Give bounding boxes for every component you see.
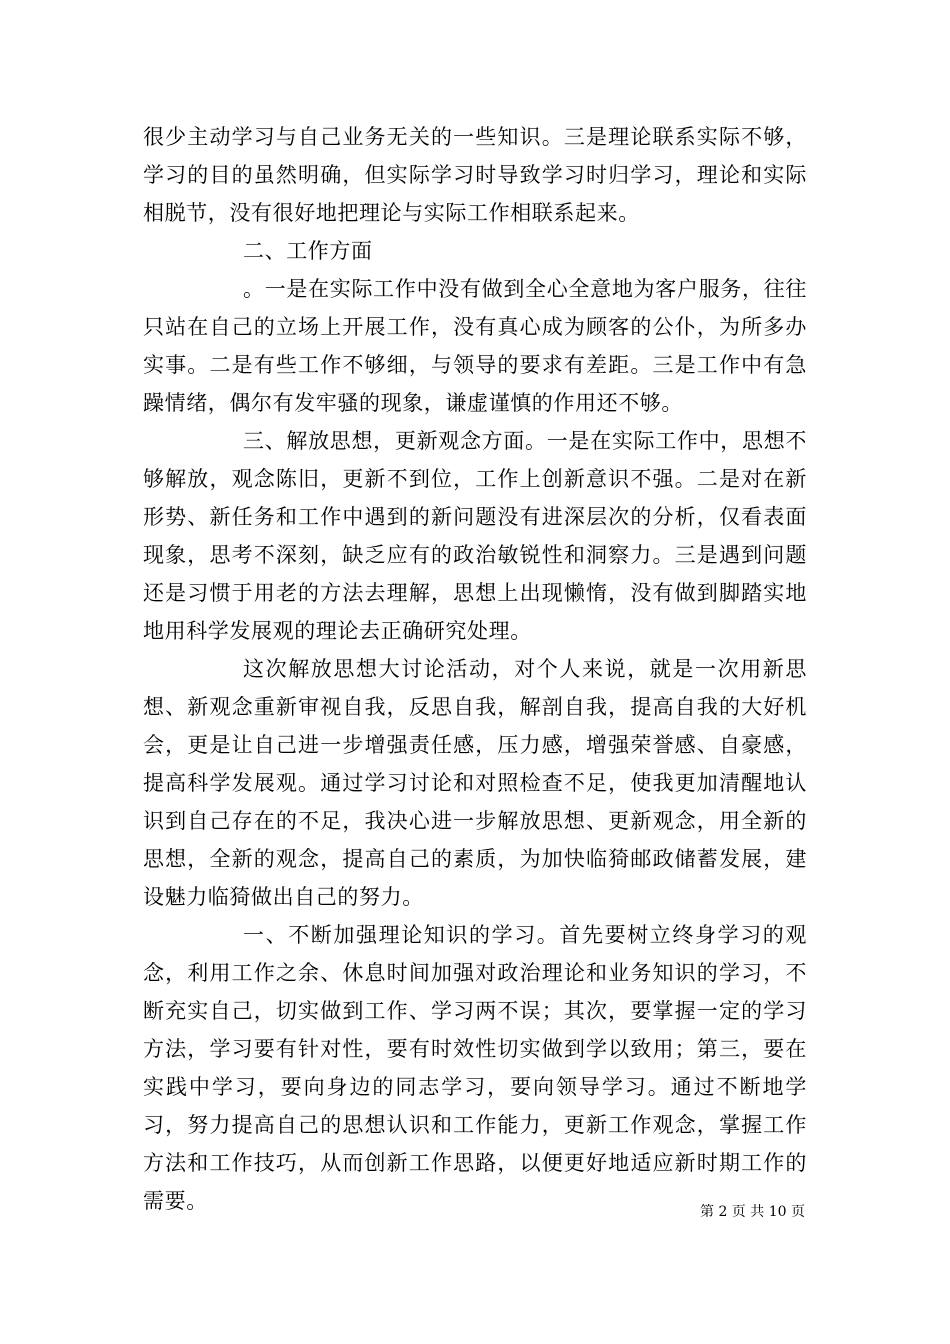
paragraph-emancipation: 三、解放思想，更新观念方面。一是在实际工作中，思想不够解放，观念陈旧，更新不到位，工作上创新意识不强。二是对在新形势、新任务和工作中遇到的新问题没有进深层次的分析，仅看表面现象，思考不深刻，缺乏应有的政治敏锐性和洞察力。三是遇到问题还是习惯于用老的方法去理解，思想上出现懒惰，没有做到脚踏实地地用科学发展观的理论去正确研究处理。 xyxy=(143,429,807,643)
section-heading-work: 二、工作方面 xyxy=(243,239,373,263)
page-number-footer: 第 2 页 共 10 页 xyxy=(700,1204,805,1220)
paragraph-theory-continuation: 很少主动学习与自己业务无关的一些知识。三是理论联系实际不够，学习的目的虽然明确，但实际学习时导致学习时归学习，理论和实际相脱节，没有很好地把理论与实际工作相联系起来。 xyxy=(143,125,807,225)
document-body xyxy=(143,118,807,1220)
paragraph-work: 。一是在实际工作中没有做到全心全意地为客户服务，往往只站在自己的立场上开展工作，没有真心成为顾客的公仆，为所多办实事。二是有些工作不够细，与领导的要求有差距。三是工作中有急躁情绪，偶尔有发牢骚的现象，谦虚谨慎的作用还不够。 xyxy=(143,277,807,415)
paragraph-strengthen-learning: 一、不断加强理论知识的学习。首先要树立终身学习的观念，利用工作之余、休息时间加强对政治理论和业务知识的学习，不断充实自己，切实做到工作、学习两不误；其次，要掌握一定的学习方法，学习要有针对性，要有时效性切实做到学以致用；第三，要在实践中学习，要向身边的同志学习，要向领导学习。通过不断地学习，努力提高自己的思想认识和工作能力，更新工作观念，掌握工作方法和工作技巧，从而创新工作思路，以便更好地适应新时期工作的需要。 xyxy=(143,923,807,1213)
paragraph-discussion-summary: 这次解放思想大讨论活动，对个人来说，就是一次用新思想、新观念重新审视自我，反思自我，解剖自我，提高自我的大好机会，更是让自己进一步增强责任感，压力感，增强荣誉感、自豪感，提高科学发展观。通过学习讨论和对照检查不足，使我更加清醒地认识到自己存在的不足，我决心进一步解放思想、更新观念，用全新的思想，全新的观念，提高自己的素质，为加快临猗邮政储蓄发展，建设魅力临猗做出自己的努力。 xyxy=(143,657,807,909)
